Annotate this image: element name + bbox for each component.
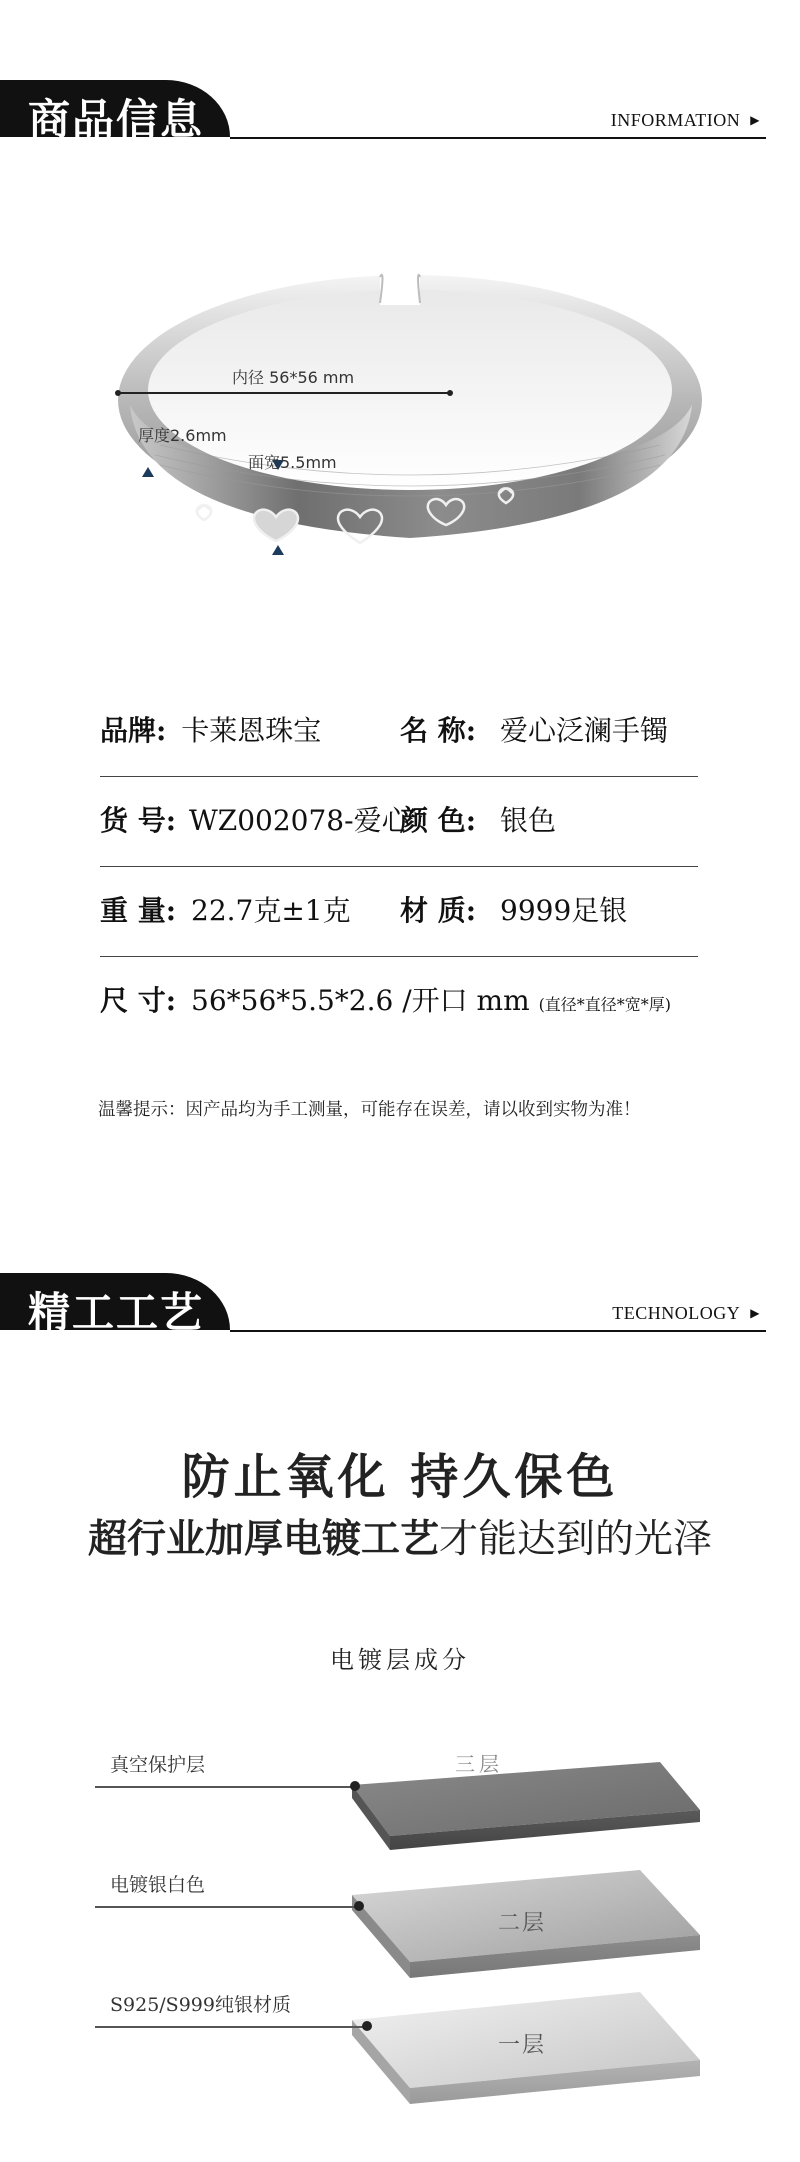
leader-line — [95, 1786, 355, 1788]
bangle-inner — [148, 290, 672, 490]
color-key: 颜 色: — [400, 804, 477, 837]
sku-key: 货 号: — [100, 804, 177, 837]
section-tab — [0, 1273, 230, 1337]
name-key: 名 称: — [400, 714, 477, 747]
row-divider — [100, 776, 698, 777]
bangle-image — [100, 255, 720, 585]
disclaimer-note: 温馨提示：因产品均为手工测量，可能存在误差，请以收到实物为准！ — [98, 1100, 641, 1120]
thickness-label: 厚度2.6mm — [138, 426, 227, 445]
layer-2-label: 电镀银白色 — [110, 1874, 206, 1896]
material-key: 材 质: — [400, 894, 477, 927]
leader-dot — [362, 2021, 372, 2031]
section-title: 商品信息 — [28, 95, 205, 144]
section-subtitle-text: TECHNOLOGY — [612, 1303, 741, 1323]
width-marker-bottom-icon — [272, 545, 284, 555]
triangle-right-icon: ▶ — [750, 1306, 760, 1320]
row-divider — [100, 956, 698, 957]
subheadline-bold: 超行业加厚电镀工艺 — [87, 1516, 439, 1562]
section-subtitle-text: INFORMATION — [610, 110, 741, 130]
leader-line — [95, 2026, 365, 2028]
color-value: 银色 — [500, 804, 557, 837]
inner-diameter-label: 内径 56*56 mm — [232, 368, 355, 387]
section-title: 精工工艺 — [28, 1288, 205, 1337]
triangle-right-icon: ▶ — [750, 113, 760, 127]
spec-row-weight — [100, 889, 698, 929]
headline: 防止氧化 持久保色 — [181, 1449, 619, 1505]
spec-row-size — [100, 979, 698, 1019]
size-note: (直径*直径*宽*厚) — [538, 995, 672, 1014]
spec-row-sku — [100, 799, 698, 839]
leader-dot — [354, 1901, 364, 1911]
row-divider — [100, 866, 698, 867]
section-subtitle — [611, 110, 760, 131]
brand-key: 品牌: — [100, 714, 167, 747]
layer-3-tag: 三层 — [455, 1752, 503, 1776]
section-divider — [230, 137, 766, 139]
spec-row-brand — [100, 709, 698, 749]
section-divider — [230, 1330, 766, 1332]
layers-title: 电镀层成分 — [330, 1646, 470, 1674]
width-label: 面宽5.5mm — [248, 453, 337, 472]
section-subtitle — [612, 1303, 760, 1324]
section-header-technology — [0, 1273, 800, 1343]
size-key: 尺 寸: — [100, 984, 177, 1017]
name-value: 爱心泛澜手镯 — [500, 714, 669, 747]
layer-2-tag: 二层 — [498, 1911, 547, 1936]
bangle-illustration — [100, 255, 720, 585]
leader-line — [95, 1906, 357, 1908]
bangle-opening — [380, 265, 420, 305]
layer-1-tag: 一层 — [498, 2033, 547, 2058]
leader-dot — [350, 1781, 360, 1791]
subheadline — [0, 1508, 800, 1564]
sku-value: WZ002078-爱心 — [189, 804, 410, 837]
size-value: 56*56*5.5*2.6 /开口 mm — [191, 984, 530, 1017]
layer-1-label: S925/S999纯银材质 — [110, 1994, 291, 2016]
brand-value: 卡莱恩珠宝 — [181, 714, 322, 747]
layer-3-label: 真空保护层 — [110, 1754, 206, 1776]
thickness-marker-icon — [142, 467, 154, 477]
section-tab — [0, 80, 230, 144]
subheadline-rest: 才能达到的光泽 — [439, 1517, 713, 1562]
weight-key: 重 量: — [100, 894, 177, 927]
weight-value: 22.7克±1克 — [191, 894, 351, 927]
material-value: 9999足银 — [500, 894, 628, 927]
section-header-information — [0, 80, 800, 150]
